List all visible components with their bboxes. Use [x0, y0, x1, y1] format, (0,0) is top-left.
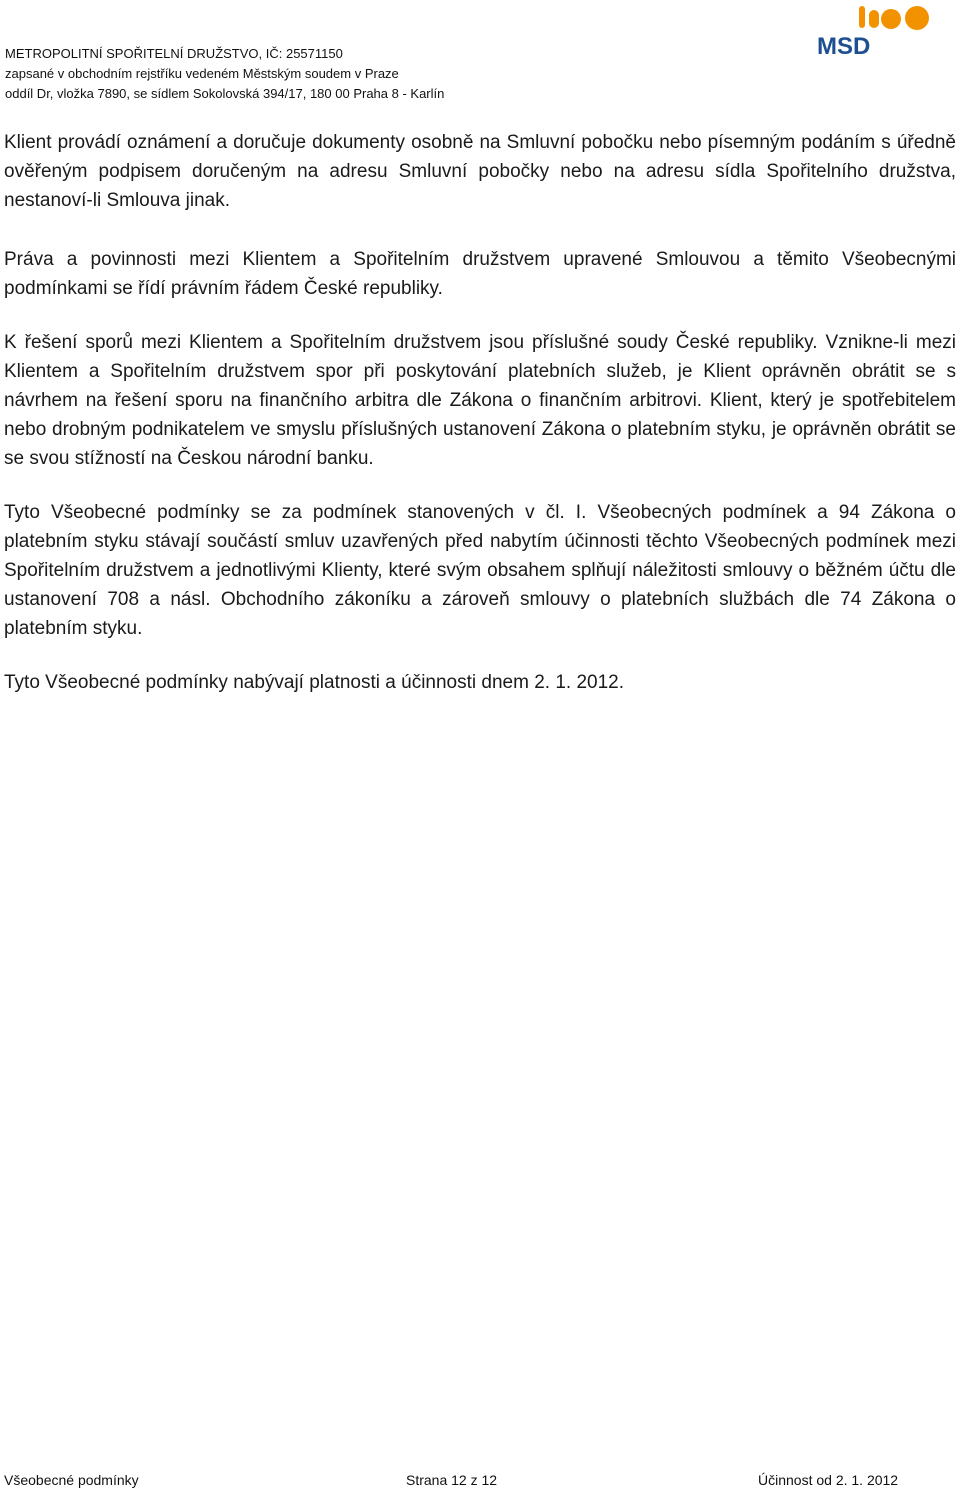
footer-title: Všeobecné podmínky	[4, 1472, 139, 1488]
document-header	[5, 44, 765, 104]
registry-line: zapsané v obchodním rejstříku vedeném Městským soudem v Praze	[5, 66, 399, 81]
document-body	[4, 128, 956, 697]
paragraph-disputes: K řešení sporů mezi Klientem a Spořitelním družstvem jsou příslušné soudy České republiky. Vznikne-li mezi Klientem a Spořitelním družstvem spor při poskytování platebních služeb, je Klient oprávněn obrátit se s návrhem na řešení sporu na finančního arbitra dle Zákona o finančním arbitrovi. Klient, který je spotřebitelem nebo drobným podnikatelem ve smyslu příslušných ustanovení Zákona o platebním styku, je oprávněn obrátit se se svou stížností na Českou národní banku.	[4, 332, 956, 469]
msd-logo-icon	[815, 4, 940, 64]
paragraph-governing-law: Práva a povinnosti mezi Klientem a Spořitelním družstvem upravené Smlouvou a těmito Všeobecnými podmínkami se řídí právním řádem České republiky.	[4, 249, 956, 299]
msd-logo	[815, 4, 940, 64]
paragraph-effective-date: Tyto Všeobecné podmínky nabývají platnosti a účinnosti dnem 2. 1. 2012.	[4, 672, 624, 693]
logo-text: MSD	[817, 33, 871, 60]
address-line: oddíl Dr, vložka 7890, se sídlem Sokolovská 394/17, 180 00 Praha 8 - Karlín	[5, 86, 445, 101]
paragraph-applicability: Tyto Všeobecné podmínky se za podmínek stanovených v čl. I. Všeobecných podmínek a 94 Zákona o platebním styku stávají součástí smluv uzavřených před nabytím účinnosti těchto Všeobecných podmínek mezi Spořitelním družstvem a jednotlivými Klienty, které svým obsahem splňují náležitosti smlouvy o běžném účtu dle ustanovení 708 a násl. Obchodního zákoníku a zároveň smlouvy o platebních službách dle 74 Zákona o platebním styku.	[4, 502, 956, 639]
company-name-line: METROPOLITNÍ SPOŘITELNÍ DRUŽSTVO, IČ: 25571150	[5, 46, 343, 61]
paragraph-notices: Klient provádí oznámení a doručuje dokumenty osobně na Smluvní pobočku nebo písemným podáním s úředně ověřeným podpisem doručeným na adresu Smluvní pobočky nebo na adresu sídla Spořitelního družstva, nestanoví-li Smlouva jinak.	[4, 132, 956, 211]
footer-page-number: Strana 12 z 12	[406, 1472, 498, 1488]
footer-effective-date: Účinnost od 2. 1. 2012	[758, 1472, 899, 1488]
